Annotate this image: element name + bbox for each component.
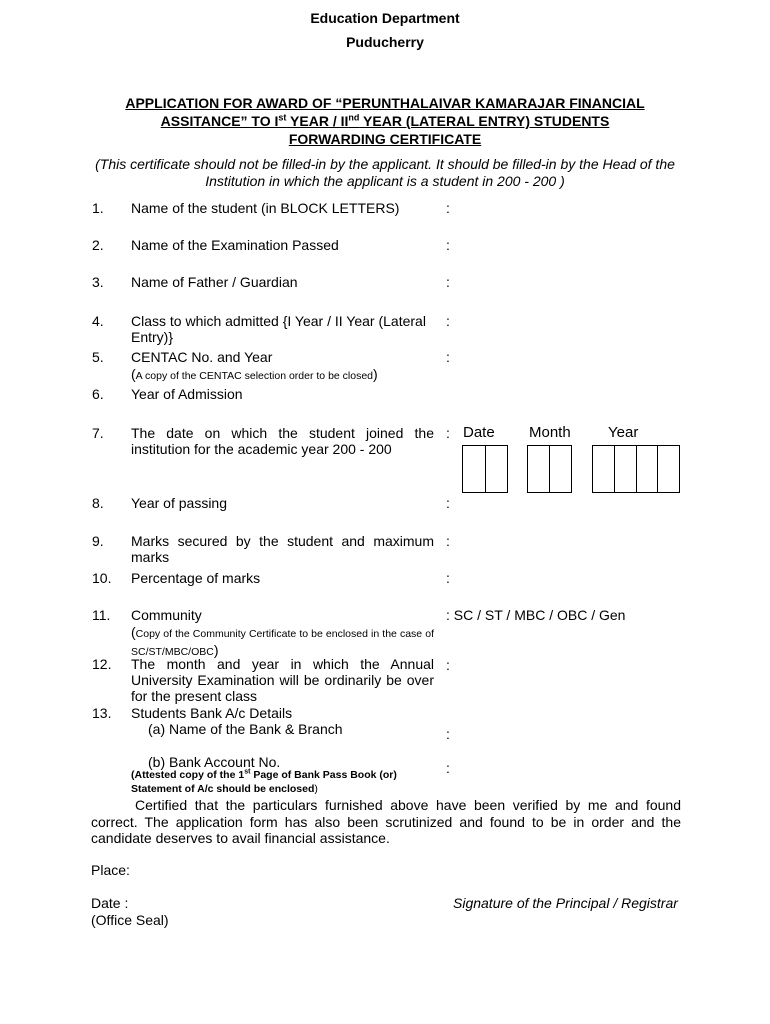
month-digit-box[interactable] xyxy=(528,446,550,492)
colon: : xyxy=(446,760,450,776)
item-number: 6. xyxy=(92,386,104,402)
location-heading: Puducherry xyxy=(346,34,424,50)
item-label-year-passing: Year of passing xyxy=(131,495,227,511)
title-line-3: FORWARDING CERTIFICATE xyxy=(288,131,482,147)
date-boxes[interactable] xyxy=(462,445,508,493)
year-label: Year xyxy=(608,424,639,441)
department-heading: Education Department xyxy=(310,10,460,26)
item-number: 3. xyxy=(92,274,104,290)
title-line-1: APPLICATION FOR AWARD OF “PERUNTHALAIVAR KAMARAJAR FINANCIAL xyxy=(125,95,645,111)
item-number: 10. xyxy=(92,570,112,586)
principal-signature-label: Signature of the Principal / Registrar xyxy=(453,895,678,911)
item-number: 12. xyxy=(92,656,112,672)
item-label-student-name: Name of the student (in BLOCK LETTERS) xyxy=(131,200,400,216)
year-digit-box[interactable] xyxy=(593,446,615,492)
office-seal-label: (Office Seal) xyxy=(91,912,169,928)
item-label-percentage: Percentage of marks xyxy=(131,570,261,586)
colon: : xyxy=(446,533,450,549)
colon: : xyxy=(446,200,450,216)
colon: : xyxy=(446,349,450,365)
item-number: 11. xyxy=(92,607,111,623)
item-number: 5. xyxy=(92,349,104,365)
colon: : xyxy=(446,313,450,329)
item-label-exam-month: The month and year in which the Annual University Examination will be ordinarily be over for the present class xyxy=(131,656,434,704)
place-label: Place: xyxy=(91,862,130,878)
date-digit-box[interactable] xyxy=(486,446,508,492)
item-number: 4. xyxy=(92,313,104,329)
item-number: 9. xyxy=(92,533,104,549)
year-digit-box[interactable] xyxy=(637,446,659,492)
community-options: : SC / ST / MBC / OBC / Gen xyxy=(446,607,626,623)
item-number: 8. xyxy=(92,495,104,511)
date-digit-box[interactable] xyxy=(463,446,486,492)
year-digit-box[interactable] xyxy=(615,446,637,492)
item-number: 13. xyxy=(92,705,112,721)
item-label-marks: Marks secured by the student and maximum marks xyxy=(131,533,434,565)
bank-name-branch-label: (a) Name of the Bank & Branch xyxy=(148,721,343,737)
colon: : xyxy=(446,425,450,441)
year-digit-box[interactable] xyxy=(658,446,679,492)
item-label-class-admitted: Class to which admitted {I Year / II Year (Lateral Entry)} xyxy=(131,313,426,345)
item-label-father-guardian: Name of Father / Guardian xyxy=(131,274,298,290)
certification-paragraph: Certified that the particulars furnished above have been verified by me and found correct. The application form has also been scrutinized and found to be in order and the candidate deserves to avail financial assistance. xyxy=(91,797,681,846)
item-number: 7. xyxy=(92,425,104,441)
instruction-line-1: (This certificate should not be filled-in by the applicant. It should be filled-in by the Head of the xyxy=(95,156,675,172)
bank-note-line-1: (Attested copy of the 1st Page of Bank Pass Book (or) xyxy=(131,768,397,781)
colon: : xyxy=(446,657,450,673)
date-label: Date xyxy=(463,424,495,441)
bank-account-label: (b) Bank Account No. xyxy=(148,754,281,770)
month-digit-box[interactable] xyxy=(550,446,571,492)
item-label-date-joined: The date on which the student joined the institution for the academic year 200 - 200 xyxy=(131,425,434,457)
colon: : xyxy=(446,274,450,290)
colon: : xyxy=(446,570,450,586)
date-field-label: Date : xyxy=(91,895,129,911)
title-line-2: ASSITANCE” TO Ist YEAR / IInd YEAR (LATERAL ENTRY) STUDENTS xyxy=(160,112,610,129)
month-label: Month xyxy=(529,424,571,441)
colon: : xyxy=(446,237,450,253)
item-number: 2. xyxy=(92,237,104,253)
community-note: (Copy of the Community Certificate to be enclosed in the case of SC/ST/MBC/OBC) xyxy=(131,624,434,658)
instruction-line-2: Institution in which the applicant is a student in 200 - 200 ) xyxy=(205,173,565,189)
centac-note: (A copy of the CENTAC selection order to be closed) xyxy=(131,366,378,382)
item-label-examination: Name of the Examination Passed xyxy=(131,237,339,253)
colon: : xyxy=(446,726,450,742)
colon: : xyxy=(446,495,450,511)
month-boxes[interactable] xyxy=(527,445,572,493)
year-boxes[interactable] xyxy=(592,445,680,493)
bank-note-line-2: Statement of A/c should be enclosed) xyxy=(131,783,318,795)
item-label-community: Community xyxy=(131,607,202,623)
item-number: 1. xyxy=(92,200,104,216)
item-label-bank-details: Students Bank A/c Details xyxy=(131,705,293,721)
item-label-year-admission: Year of Admission xyxy=(131,386,243,402)
item-label-centac: CENTAC No. and Year xyxy=(131,349,273,365)
